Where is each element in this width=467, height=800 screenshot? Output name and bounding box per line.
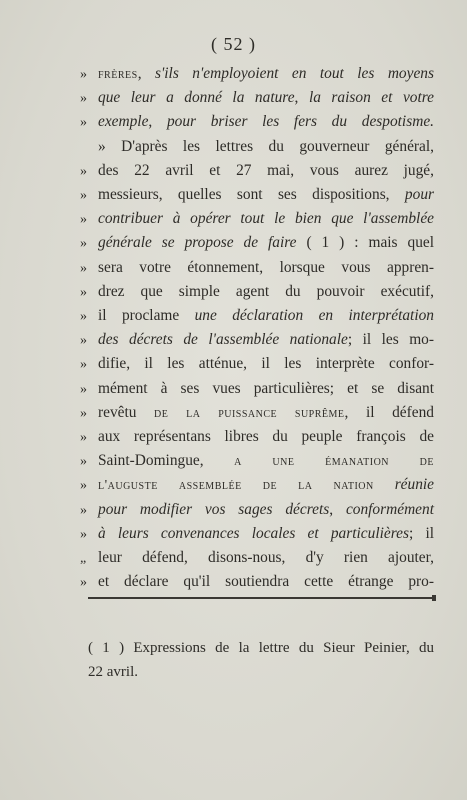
text-run: messieurs, quelles sont ses dispositions, [98,186,405,203]
text-run: aux représentans libres du peuple françois de [98,428,434,445]
text-run: difie, il les atténue, il les interprète confor- [98,355,434,373]
text-run: pour briser les fers du despotisme. [166,113,434,131]
text-line [80,570,434,594]
text-run: , [148,113,167,131]
text-line [80,86,434,110]
page-number: ( 52 ) [211,34,256,54]
text-line [80,62,434,86]
text-run: pour [404,186,434,203]
text-run: ( 1 ) : mais quel [296,234,434,252]
text-run: contribuer à opérer tout le bien que l'assemblée [98,210,434,228]
quote-mark: » [80,526,87,542]
text-run: des 22 avril et 27 mai, vous aurez jugé, [98,161,434,179]
text-run: l'auguste assemblée de la nation [98,478,374,494]
text-run: , [329,500,346,518]
text-line [80,449,434,473]
footnote-line-2: 22 avril. [88,664,138,680]
text-run: , il défend [344,403,434,421]
quote-mark: » [80,502,87,518]
text-run [374,476,395,493]
text-line [80,159,434,183]
text-run: frères [98,67,138,82]
text-line [80,425,434,449]
quote-mark: » [80,575,87,591]
text-run: leur défend, disons-nous, d'y rien ajouter, [98,549,434,566]
quote-mark: » [80,67,87,82]
text-run: Saint-Domingue, [98,452,235,470]
quote-mark: » [80,333,87,349]
quote-mark: » [80,381,87,397]
quote-mark: » [80,284,87,300]
text-run: une déclaration en interprétation [194,307,434,324]
text-line [80,280,434,304]
text-run: ; il [408,524,434,542]
text-run: , [137,65,155,82]
text-run: générale se propose de faire [98,234,297,252]
text-run: la raison et votre [308,89,434,107]
text-run: réunie [394,476,435,494]
quote-mark: » [80,357,87,373]
text-line [80,328,434,352]
text-line [80,377,434,401]
quote-mark: » [80,405,87,421]
text-line [80,183,434,207]
text-line [80,401,434,425]
text-run: que leur a donné la nature [98,89,295,107]
text-run: , [294,89,309,107]
text-run: pour modifier vos sages décrets [98,500,330,518]
text-line [80,498,434,522]
text-run: ; il les mo- [347,331,435,349]
text-line [80,110,434,134]
text-run: » D'après les lettres du gouverneur général, [98,137,434,155]
text-run: des décrets de l'assemblée nationale [98,331,348,349]
text-run: de la puissance suprême [154,405,345,421]
text-run: à leurs convenances locales et particulières [98,524,409,542]
quote-mark: » [80,91,87,107]
quote-mark: » [80,163,87,179]
text-run: sera votre étonnement, lorsque vous appren- [98,258,434,276]
text-line [80,304,434,328]
text-line [80,473,434,497]
text-run: s'ils n'employoient en tout les moyens [154,65,434,82]
text-line [80,207,434,231]
text-run: a une émanation de [234,454,434,470]
quote-mark: » [80,309,87,324]
text-run: revêtu [98,403,155,421]
quote-mark: » [80,115,87,131]
quote-mark: » [80,236,87,252]
text-run: mément à ses vues particulières; et se disant [98,379,434,397]
text-run: et déclare qu'il soutiendra cette étrange pro- [98,573,434,591]
quote-mark: » [80,454,87,470]
text-run: exemple [98,113,149,131]
text-line [80,546,434,570]
footnote [88,636,434,684]
quote-mark: „ [80,551,87,566]
text-line [80,352,434,376]
text-run: il proclame [98,307,195,324]
text-line [80,135,434,159]
text-line [80,256,434,280]
text-run: drez que simple agent du pouvoir exécutif, [98,282,434,300]
text-run: conformément [345,500,434,518]
text-line [80,231,434,255]
quote-mark: » [80,478,87,494]
quote-mark: » [80,212,87,228]
footnote-separator-rule-end [432,595,436,601]
footnote-line-1: ( 1 ) Expressions de la lettre du Sieur Peinier, du [88,640,434,656]
footnote-separator-rule [88,597,434,599]
quote-mark: » [80,188,87,203]
quote-mark: » [80,260,87,276]
text-line [80,522,434,546]
quote-mark: » [80,430,87,445]
